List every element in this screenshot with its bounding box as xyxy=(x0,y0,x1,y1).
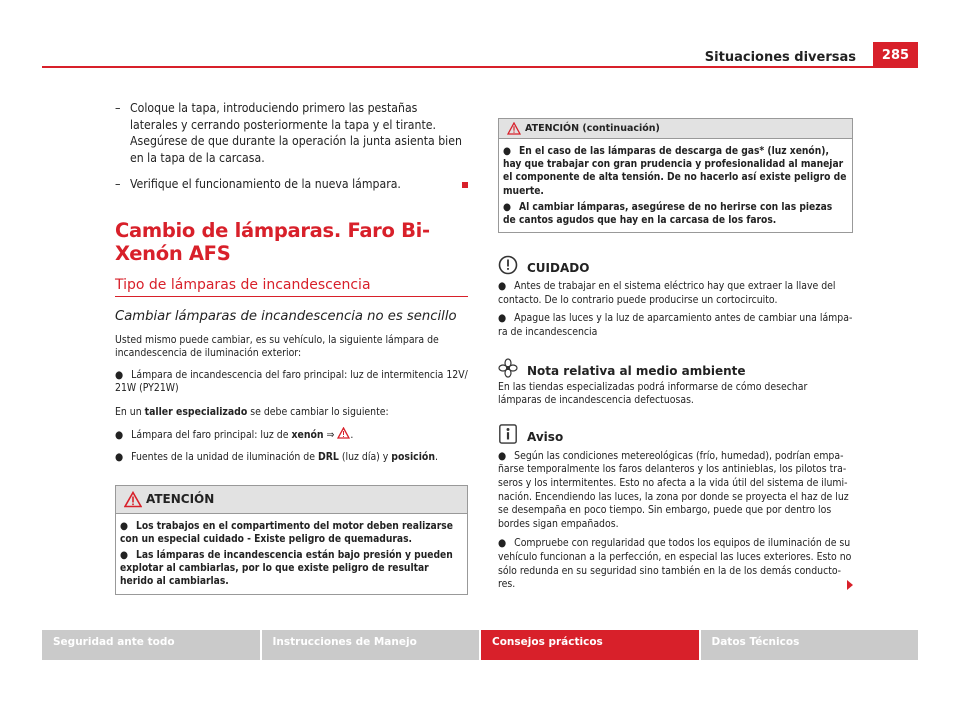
warning-item-text: Los trabajos en el compartimento del motor deben realizarse con un especial cuidado - Existe peligro de quemaduras. xyxy=(120,520,453,545)
warning-item-text: Al cambiar lámparas, asegúrese de no herirse con las piezas de cantos agudos que hay en la carcasa de los faros. xyxy=(503,201,833,227)
bullet-glyph: ● xyxy=(115,429,124,442)
bold-run: xenón xyxy=(291,429,324,442)
caution-exclamation-icon xyxy=(498,255,518,275)
dash-glyph: – xyxy=(115,177,121,191)
warning-continued-box xyxy=(498,118,853,233)
warning-body xyxy=(116,514,467,594)
list-item xyxy=(115,427,468,443)
text-run: ⇒ xyxy=(323,429,338,442)
warning-item xyxy=(503,145,848,198)
bold-run: taller especializado xyxy=(144,405,248,418)
text-run: Lámpara del faro principal: luz de xyxy=(131,429,292,442)
warning-header xyxy=(116,486,467,514)
right-column xyxy=(498,118,853,592)
footer-tab-seguridad[interactable]: Seguridad ante todo xyxy=(42,630,260,660)
continue-arrow-icon xyxy=(847,580,853,590)
list-item xyxy=(115,451,468,465)
notice-title: Aviso xyxy=(527,429,564,444)
list-item-text: Según las condiciones metereológicas (frío, humedad), podrían empañarse temporalmente los faros delanteros y los antinieblas, los pilotos traseros y los intermitentes. Esto no afecta a la vida útil del sistema de iluminación. Encendiendo las luces, la zona por donde se proyecta el haz de luz se desempaña en poco tiempo. Sin embargo, puede que por dentro los bordes sigan empañados. xyxy=(498,449,849,530)
bold-run: DRL xyxy=(317,451,339,464)
bullet-glyph: ● xyxy=(120,550,128,562)
dash-glyph: – xyxy=(115,101,121,115)
caution-heading xyxy=(498,255,853,275)
end-square-icon xyxy=(462,182,468,188)
dash-text: Verifique el funcionamiento de la nueva lámpara. xyxy=(130,177,401,191)
header-rule xyxy=(42,66,918,68)
warning-item xyxy=(120,520,463,546)
warning-body xyxy=(499,139,852,232)
bullet-glyph: ● xyxy=(498,312,507,325)
dash-text: Coloque la tapa, introduciendo primero las pestañas laterales y cerrando posteriormente la tapa y el tirante. Asegúrese de que durante la operación la junta asienta bien en la tapa de la carcasa. xyxy=(130,101,462,165)
list-item-text: Lámpara de incandescencia del faro principal: luz de intermitencia 12V/ 21W (PY21W) xyxy=(115,368,468,395)
warning-triangle-icon[interactable] xyxy=(337,427,350,439)
list-item xyxy=(498,450,853,532)
list-item xyxy=(498,537,853,591)
warning-triangle-icon xyxy=(124,491,142,508)
bullet-glyph: ● xyxy=(120,520,128,532)
text-run: En un xyxy=(115,405,145,418)
warning-item-text: En el caso de las lámparas de descarga de gas* (luz xenón), hay que trabajar con gran prudencia y profesionalidad al manejar el componente de alta tensión. De no hacerlo así existe peligro de muerte. xyxy=(503,146,847,197)
warning-triangle-icon xyxy=(507,122,521,135)
list-item-text: Antes de trabajar en el sistema eléctrico hay que extraer la llave del contacto. De lo contrario puede producirse un cortocircuito. xyxy=(498,280,836,306)
page-number: 285 xyxy=(873,42,918,68)
warning-item-text: Las lámparas de incandescencia están bajo presión y pueden explotar al cambiarlas, por lo que existe peligro de resultar herido al cambiarlas. xyxy=(120,550,453,588)
environment-text: En las tiendas especializadas podrá informarse de cómo desechar lámparas de incandescencia defectuosas. xyxy=(498,380,808,407)
warning-header xyxy=(499,119,852,139)
section-heading: Tipo de lámparas de incandescencia xyxy=(115,277,468,297)
section-title: Situaciones diversas xyxy=(704,50,856,65)
footer-tab-instrucciones[interactable]: Instrucciones de Manejo xyxy=(262,630,480,660)
footer-tab-datos[interactable]: Datos Técnicos xyxy=(701,630,919,660)
bullet-glyph: ● xyxy=(498,537,507,550)
text-run: Fuentes de la unidad de iluminación de xyxy=(131,451,318,464)
list-item xyxy=(498,312,853,339)
text-run: . xyxy=(435,451,438,464)
environment-flower-icon xyxy=(498,358,518,378)
bullet-glyph: ● xyxy=(498,280,507,293)
environment-title: Nota relativa al medio ambiente xyxy=(527,363,746,378)
caution-title: CUIDADO xyxy=(527,261,590,276)
list-item-text: Apague las luces y la luz de aparcamiento antes de cambiar una lámpara de incandescencia xyxy=(498,312,853,338)
info-note-icon xyxy=(498,424,518,444)
list-item xyxy=(498,280,853,307)
footer-tab-consejos[interactable]: Consejos prácticos xyxy=(481,630,699,660)
bullet-glyph: ● xyxy=(115,368,124,381)
list-item xyxy=(115,369,468,396)
environment-heading xyxy=(498,358,853,378)
list-item-text: Compruebe con regularidad que todos los equipos de iluminación de su vehículo funcionan a la perfección, en especial las luces exteriores. Esto no sólo redunda en su seguridad sino también en la de los demás conductores. xyxy=(498,537,852,591)
subsection-heading: Cambiar lámparas de incandescencia no es sencillo xyxy=(115,308,457,324)
bullet-glyph: ● xyxy=(115,451,124,464)
bullet-glyph: ● xyxy=(498,449,507,462)
workshop-paragraph xyxy=(115,406,468,420)
bullet-glyph: ● xyxy=(503,201,511,213)
chapter-title: Cambio de lámparas. Faro Bi-Xenón AFS xyxy=(115,218,430,265)
text-run: (luz día) y xyxy=(338,451,392,464)
notice-heading xyxy=(498,424,853,444)
dash-item xyxy=(115,176,468,193)
bold-run: posición xyxy=(391,451,435,464)
warning-item xyxy=(503,201,848,227)
bullet-glyph: ● xyxy=(503,146,511,157)
text-run: se debe cambiar lo siguiente: xyxy=(247,405,389,418)
warning-item xyxy=(120,549,463,589)
left-column xyxy=(115,100,468,595)
text-run: . xyxy=(350,429,354,442)
intro-paragraph: Usted mismo puede cambiar, es su vehículo, la siguiente lámpara de incandescencia de iluminación exterior: xyxy=(115,333,439,360)
warning-title: ATENCIÓN (continuación) xyxy=(525,123,660,134)
dash-item xyxy=(115,100,468,166)
warning-box xyxy=(115,485,468,595)
footer-nav xyxy=(42,630,918,660)
warning-title: ATENCIÓN xyxy=(146,491,215,506)
